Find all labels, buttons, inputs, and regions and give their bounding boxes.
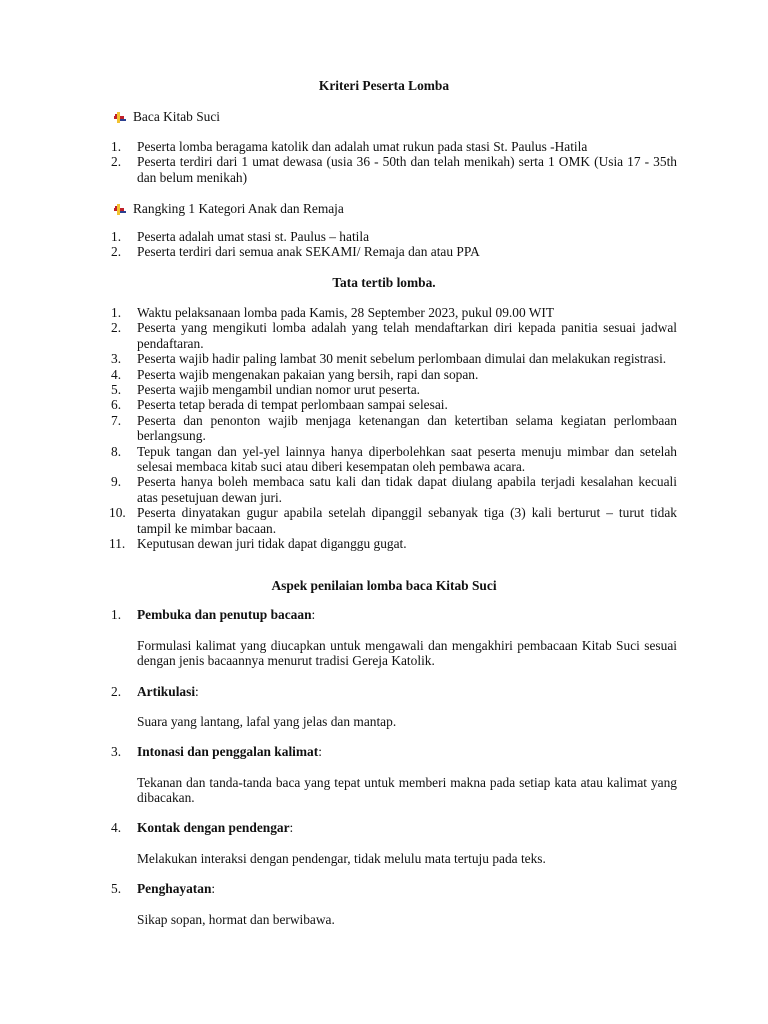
list-item: 9. Peserta hanya boleh membaca satu kali dan tidak dapat diulang apabila terjadi kesalahan kecuali atas pesetujuan dewan juri.	[111, 474, 677, 505]
list-item: 2. Peserta terdiri dari semua anak SEKAMI/ Remaja dan atau PPA	[111, 244, 480, 260]
bullet-baca-kitab-suci	[111, 109, 220, 124]
bullet-label: Baca Kitab Suci	[133, 109, 221, 124]
aspek-description: Suara yang lantang, lafal yang jelas dan mantap.	[137, 714, 397, 729]
aspek-item: 2. Artikulasi:	[111, 684, 199, 699]
list-item: 5. Peserta wajib mengambil undian nomor urut peserta.	[111, 382, 420, 398]
aspek-description: Sikap sopan, hormat dan berwibawa.	[137, 912, 335, 927]
aspek-heading: Penghayatan	[137, 881, 212, 896]
list-baca	[111, 139, 677, 185]
list-item: 6. Peserta tetap berada di tempat perlombaan sampai selesai.	[111, 397, 448, 413]
aspek-item: 4. Kontak dengan pendengar:	[111, 820, 294, 835]
aspek-description: Tekanan dan tanda-tanda baca yang tepat untuk memberi makna pada setiap kata atau kalimat yang dibacakan.	[137, 775, 677, 806]
list-item: 3. Peserta wajib hadir paling lambat 30 menit sebelum perlombaan dimulai dan melakukan registrasi.	[111, 351, 667, 367]
list-item: 2. Peserta terdiri dari 1 umat dewasa (usia 36 - 50th dan telah menikah) serta 1 OMK (Usia 17 - 35th dan belum menikah)	[111, 154, 677, 185]
aspek-description: Formulasi kalimat yang diucapkan untuk mengawali dan mengakhiri pembacaan Kitab Suci sesuai dengan jenis bacaannya menurut tradisi Gereja Katolik.	[137, 638, 677, 669]
list-item: 1. Peserta lomba beragama katolik dan adalah umat rukun pada stasi St. Paulus -Hatila	[111, 139, 588, 154]
aspek-item: 1. Pembuka dan penutup bacaan:	[111, 607, 316, 622]
bullet-label: Rangking 1 Kategori Anak dan Remaja	[133, 201, 344, 216]
title-tata-tertib: Tata tertib lomba.	[332, 275, 436, 290]
aspek-heading: Intonasi dan penggalan kalimat	[137, 744, 319, 759]
list-item: 8. Tepuk tangan dan yel-yel lainnya hanya diperbolehkan saat peserta menuju mimbar dan setelah selesai membaca kitab suci atau diberi kesempatan oleh pembawa acara.	[111, 443, 677, 475]
aspek-heading: Kontak dengan pendengar	[137, 820, 290, 835]
list-item: 10. Peserta dinyatakan gugur apabila setelah dipanggil sebanyak tiga (3) kali berturut – turut tidak tampil ke mimbar bacaan.	[109, 505, 677, 536]
aspek-description: Melakukan interaksi dengan pendengar, tidak melulu mata tertuju pada teks.	[137, 851, 546, 866]
aspek-item: 5. Penghayatan:	[111, 881, 216, 896]
bullet-rangking	[111, 201, 344, 216]
aspek-heading: Artikulasi	[137, 684, 196, 699]
list-item: 7. Peserta dan penonton wajib menjaga ketenangan dan ketertiban selama kegiatan perlombaan berlangsung.	[111, 412, 677, 444]
list-tata-tertib	[111, 305, 677, 552]
title-aspek-penilaian: Aspek penilaian lomba baca Kitab Suci	[271, 578, 497, 593]
list-item: 1. Peserta adalah umat stasi st. Paulus – hatila	[111, 229, 370, 244]
pointing-hand-bullet-icon	[111, 110, 133, 124]
pointing-hand-bullet-icon	[111, 202, 133, 216]
list-item: 11. Keputusan dewan juri tidak dapat diganggu gugat.	[109, 536, 407, 552]
list-item: 4. Peserta wajib mengenakan pakaian yang bersih, rapi dan sopan.	[111, 366, 479, 382]
list-item: 1. Waktu pelaksanaan lomba pada Kamis, 28 September 2023, pukul 09.00 WIT	[111, 305, 555, 320]
aspek-item: 3. Intonasi dan penggalan kalimat:	[111, 744, 322, 759]
list-rangking	[111, 229, 677, 260]
title-kriteri: Kriteri Peserta Lomba	[318, 78, 450, 93]
aspek-heading: Pembuka dan penutup bacaan	[137, 607, 312, 622]
list-item: 2. Peserta yang mengikuti lomba adalah yang telah mendaftarkan diri kepada panitia sesuai jadwal pendaftaran.	[111, 320, 677, 351]
